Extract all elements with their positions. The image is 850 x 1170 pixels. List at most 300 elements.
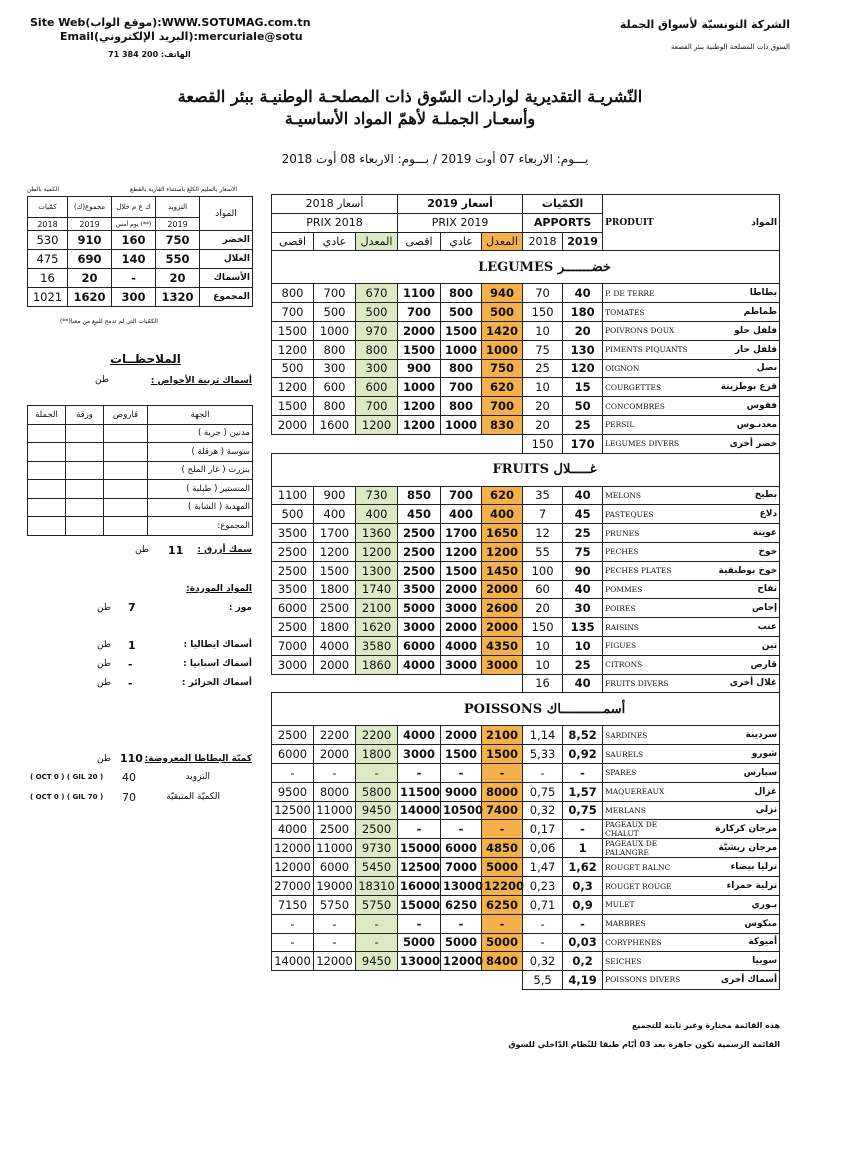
qty-2019: 30: [563, 599, 603, 618]
price-2018-avg: 9450: [356, 952, 398, 971]
product-name-fr: MARBRES: [603, 914, 693, 933]
supply-code: ( OCT 0 ) ( GIL 20 ): [30, 773, 104, 781]
price-2019-max: -: [398, 820, 441, 839]
product-name-ar: فقوس: [693, 397, 780, 416]
header-aqsa-2018: اقصى: [272, 232, 314, 251]
table-row: [272, 580, 780, 599]
product-name-fr: FRUITS DIVERS: [603, 674, 693, 693]
table-row: [272, 303, 780, 322]
price-2018-avg: 1200: [356, 415, 398, 434]
fruits-divers-row: [272, 674, 780, 693]
price-2018-max: 1200: [272, 378, 314, 397]
qty-2019: -: [563, 820, 603, 839]
summary-qty-2018: 530: [28, 231, 68, 250]
summary-header-item: المواد: [200, 197, 253, 231]
price-2018-normal: 300: [314, 359, 356, 378]
qty-2019: 135: [563, 618, 603, 637]
price-2019-max: 1100: [398, 284, 441, 303]
origin-total: [28, 517, 66, 536]
table-row: [272, 895, 780, 914]
summary-sub-stock: يوم أمس (**): [112, 218, 156, 231]
price-2018-normal: 2500: [314, 599, 356, 618]
price-2018-max: 27000: [272, 877, 314, 896]
table-row: [272, 952, 780, 971]
banana-value: 7: [128, 601, 136, 614]
price-2018-avg: 5450: [356, 858, 398, 877]
qty-2018: 20: [523, 415, 563, 434]
price-2018-avg: 670: [356, 284, 398, 303]
price-2018-avg: 500: [356, 303, 398, 322]
qty-2018: -: [523, 763, 563, 782]
price-2019-max: 2500: [398, 542, 441, 561]
table-row: [272, 561, 780, 580]
summary-sub-2018: 2018: [28, 218, 68, 231]
price-2019-normal: 2000: [441, 618, 482, 637]
product-name-fr: MAQUEREAUX: [603, 782, 693, 801]
product-name-ar: مرجان كركارة: [693, 820, 780, 839]
title-line-1: النّشريـة التقديرية لواردات السّوق ذات المصلحـة الوطنيـة ببئر القصعة: [177, 87, 643, 106]
price-2019-normal: -: [441, 820, 482, 839]
summary-header-qty: كمّيات: [28, 197, 68, 218]
table-row: [272, 820, 780, 839]
summary-total-2019: 20: [68, 269, 112, 288]
header-aqsa-2019: اقصى: [398, 232, 441, 251]
price-2019-avg: 2600: [482, 599, 523, 618]
price-2019-normal: 2000: [441, 726, 482, 745]
price-2018-normal: 900: [314, 486, 356, 505]
potato-value: 110: [120, 752, 143, 765]
product-name-fr: POISSONS DIVERS: [603, 971, 693, 990]
price-2018-normal: 19000: [314, 877, 356, 896]
table-row: [272, 340, 780, 359]
product-name-fr: POIVRONS DOUX: [603, 321, 693, 340]
price-2019-avg: 8000: [482, 782, 523, 801]
italy-unit: طن: [97, 640, 112, 650]
price-2018-avg: -: [356, 933, 398, 952]
product-name-fr: PRUNES: [603, 524, 693, 543]
summary-total-2019: 1620: [68, 288, 112, 307]
price-2019-max: 2500: [398, 524, 441, 543]
summary-row: [28, 288, 253, 307]
price-2018-max: 3000: [272, 655, 314, 674]
price-2019-max: 3000: [398, 745, 441, 764]
price-2018-normal: 800: [314, 397, 356, 416]
price-2018-max: 9500: [272, 782, 314, 801]
qty-2019: 0,75: [563, 801, 603, 820]
section-fruits-label: FRUITS غـــــلال: [272, 453, 780, 486]
origin-region: بنزرت ( غار الملح ): [148, 461, 253, 480]
product-name-fr: PECHES: [603, 542, 693, 561]
product-name-fr: ROUGET ROUGE: [603, 877, 693, 896]
price-2019-avg: 3000: [482, 655, 523, 674]
prices-table: [271, 194, 780, 990]
qty-2018: 150: [523, 618, 563, 637]
summary-header-stock: ك غ م خلال: [112, 197, 156, 218]
origin-qarous: [104, 443, 148, 462]
price-2019-normal: 6250: [441, 895, 482, 914]
header-prix2019: PRIX 2019: [398, 213, 523, 232]
summary-total-2019: 690: [68, 250, 112, 269]
product-name-ar: دلاع: [693, 505, 780, 524]
origin-total: [28, 424, 66, 443]
price-2018-avg: 2500: [356, 820, 398, 839]
product-name-fr: PECHES PLATES: [603, 561, 693, 580]
price-2018-avg: 2200: [356, 726, 398, 745]
summary-item-name: المجموع: [200, 288, 253, 307]
product-name-ar: بطاطا: [693, 284, 780, 303]
price-2019-max: 1200: [398, 415, 441, 434]
origin-total: [28, 498, 66, 517]
document-title: [170, 86, 650, 130]
product-name-fr: TOMATES: [603, 303, 693, 322]
table-row: [272, 839, 780, 858]
header-adi-2018: عادي: [314, 232, 356, 251]
origin-total: [28, 443, 66, 462]
price-2018-avg: 5800: [356, 782, 398, 801]
product-name-fr: P. DE TERRE: [603, 284, 693, 303]
header-apports: APPORTS: [523, 213, 603, 232]
price-2018-avg: -: [356, 914, 398, 933]
price-2019-max: 700: [398, 303, 441, 322]
price-2019-avg: 400: [482, 505, 523, 524]
origin-waraqa: [66, 461, 104, 480]
price-2019-avg: -: [482, 820, 523, 839]
price-2019-max: 850: [398, 486, 441, 505]
price-2018-avg: 730: [356, 486, 398, 505]
price-2018-normal: 600: [314, 378, 356, 397]
price-2019-normal: 700: [441, 486, 482, 505]
summary-row: [28, 231, 253, 250]
price-2019-avg: 750: [482, 359, 523, 378]
origins-header-total: الجملة: [28, 406, 66, 425]
qty-2019: 45: [563, 505, 603, 524]
qty-2018: 0,32: [523, 952, 563, 971]
price-2019-avg: 620: [482, 486, 523, 505]
product-name-fr: ROUGET BALNC: [603, 858, 693, 877]
price-2018-normal: -: [314, 914, 356, 933]
price-2019-normal: 800: [441, 359, 482, 378]
origin-waraqa: [66, 498, 104, 517]
price-2019-normal: 1500: [441, 745, 482, 764]
qty-2019: 180: [563, 303, 603, 322]
table-row: [272, 801, 780, 820]
origin-qarous: [104, 517, 148, 536]
spain-label: أسماك اسبانيا :: [183, 659, 252, 669]
price-2018-normal: 700: [314, 284, 356, 303]
table-row: [272, 542, 780, 561]
summary-item-name: الخضر: [200, 231, 253, 250]
price-2019-normal: 1000: [441, 415, 482, 434]
company-name: الشركة التونسيّة لأسواق الجملة: [619, 18, 790, 31]
origin-waraqa: [66, 517, 104, 536]
price-2019-max: 4000: [398, 655, 441, 674]
price-2019-avg: 2000: [482, 580, 523, 599]
summary-qty-2018: 475: [28, 250, 68, 269]
section-poissons-label: POISSONS أسمـــــــــــاك: [272, 693, 780, 726]
product-name-fr: PAGEAUX DE PALANGRE: [603, 839, 693, 858]
product-name-ar: عوينة: [693, 524, 780, 543]
date-line: يـــوم: الاربعاء 07 أوت 2019 / بـــوم: الاربعاء 08 أوت 2018: [281, 152, 589, 166]
remain-label: الكميّة المتبقيّة: [166, 792, 220, 802]
price-2019-normal: 5000: [441, 933, 482, 952]
remain-value: 70: [122, 791, 136, 804]
product-name-fr: PASTEQUES: [603, 505, 693, 524]
product-name-fr: PERSIL: [603, 415, 693, 434]
price-2018-max: 2500: [272, 542, 314, 561]
price-2018-max: 500: [272, 505, 314, 524]
summary-qty-2018: 1021: [28, 288, 68, 307]
qty-2018: 70: [523, 284, 563, 303]
qty-2019: 40: [563, 580, 603, 599]
price-2018-max: 2500: [272, 561, 314, 580]
price-2019-max: 15000: [398, 895, 441, 914]
origins-header-waraqa: ورقة: [66, 406, 104, 425]
price-2019-normal: 13000: [441, 877, 482, 896]
summary-qty-2018: 16: [28, 269, 68, 288]
table-row: [272, 726, 780, 745]
remain-code: ( OCT 0 ) ( GIL 70 ): [30, 793, 104, 801]
table-row: [272, 655, 780, 674]
summary-header-total: مجموع(ك): [68, 197, 112, 218]
product-name-ar: طماطم: [693, 303, 780, 322]
price-2019-normal: 800: [441, 397, 482, 416]
price-2018-normal: -: [314, 763, 356, 782]
table-row: [272, 877, 780, 896]
price-2019-avg: 1000: [482, 340, 523, 359]
product-name-ar: شورو: [693, 745, 780, 764]
qty-2019: -: [563, 763, 603, 782]
algeria-label: أسماك الجزائر :: [181, 678, 252, 688]
price-2018-avg: 1360: [356, 524, 398, 543]
product-name-ar: بـوري: [693, 895, 780, 914]
product-name-ar: خوخ بوطبقية: [693, 561, 780, 580]
price-2018-max: 7150: [272, 895, 314, 914]
price-2018-normal: 12000: [314, 952, 356, 971]
origin-row: [28, 480, 253, 499]
phone-text: الهاتف: 200 384 71: [108, 50, 191, 59]
product-name-ar: خضر أخرى: [693, 434, 780, 453]
qty-2019: 8,52: [563, 726, 603, 745]
qty-2018: 0,17: [523, 820, 563, 839]
price-2019-normal: 12000: [441, 952, 482, 971]
header-adi-2019: عادي: [441, 232, 482, 251]
section-legumes: [272, 251, 780, 284]
qty-2019: 130: [563, 340, 603, 359]
algeria-value: -: [128, 677, 133, 690]
qty-2019: 1: [563, 839, 603, 858]
price-2019-normal: 2000: [441, 580, 482, 599]
table-row: [272, 763, 780, 782]
summary-stock: 300: [112, 288, 156, 307]
summary-sub-2019b: 2019: [156, 218, 200, 231]
product-name-ar: نزلي: [693, 801, 780, 820]
price-2019-normal: 1200: [441, 542, 482, 561]
price-2018-max: 14000: [272, 952, 314, 971]
product-name-ar: بصل: [693, 359, 780, 378]
qty-2019: 40: [563, 674, 603, 693]
price-2019-max: 5000: [398, 599, 441, 618]
summary-supply-2019: 1320: [156, 288, 200, 307]
qty-2019: 0,03: [563, 933, 603, 952]
price-2019-avg: 700: [482, 397, 523, 416]
origin-region: المهدية ( الشابة ): [148, 498, 253, 517]
price-2019-normal: 500: [441, 303, 482, 322]
qty-2018: 0,32: [523, 801, 563, 820]
summary-row: [28, 250, 253, 269]
blank-prices: [272, 971, 523, 990]
qty-2019: 50: [563, 397, 603, 416]
price-2019-avg: 1650: [482, 524, 523, 543]
origin-row: [28, 517, 253, 536]
summary-supply-2019: 550: [156, 250, 200, 269]
header-qty-ar: الكمّيات: [523, 195, 603, 214]
product-name-ar: ترلية حمراء: [693, 877, 780, 896]
price-2019-avg: 1450: [482, 561, 523, 580]
qty-2018: 12: [523, 524, 563, 543]
product-name-fr: SEICHES: [603, 952, 693, 971]
price-2019-avg: -: [482, 763, 523, 782]
price-2019-normal: 7000: [441, 858, 482, 877]
qty-2019: 0,9: [563, 895, 603, 914]
price-2019-max: 3000: [398, 618, 441, 637]
price-2019-max: 2000: [398, 321, 441, 340]
price-2019-max: 900: [398, 359, 441, 378]
price-2019-max: 1200: [398, 397, 441, 416]
qty-2018: 60: [523, 580, 563, 599]
price-2019-avg: 620: [482, 378, 523, 397]
email-text[interactable]: Email(البريد الإلكتروني):mercuriale@sotu: [60, 30, 303, 43]
price-2019-normal: 1000: [441, 340, 482, 359]
summary-stock: 160: [112, 231, 156, 250]
product-name-fr: MELONS: [603, 486, 693, 505]
product-name-ar: إجاص: [693, 599, 780, 618]
product-name-fr: FIGUES: [603, 636, 693, 655]
price-2018-normal: 1600: [314, 415, 356, 434]
price-2019-avg: 500: [482, 303, 523, 322]
origin-region: المنستير ( طبلبة ): [148, 480, 253, 499]
summary-item-name: الأسماك: [200, 269, 253, 288]
italy-label: أسماك ايطاليا :: [183, 640, 252, 650]
section-legumes-label: LEGUMES خضـــــــر: [272, 251, 780, 284]
price-2018-max: 1200: [272, 340, 314, 359]
product-name-ar: تفاح: [693, 580, 780, 599]
price-2018-avg: 600: [356, 378, 398, 397]
table-row: [272, 359, 780, 378]
origin-region: المجموع:: [148, 517, 253, 536]
summary-footnote: الكمّيات التي لم تدمج للبيع من معنا(**): [60, 318, 158, 325]
price-2019-normal: 3000: [441, 599, 482, 618]
price-2019-max: 13000: [398, 952, 441, 971]
price-2018-avg: 800: [356, 340, 398, 359]
qty-2018: 10: [523, 655, 563, 674]
price-2018-avg: 2100: [356, 599, 398, 618]
supply-value: 40: [122, 771, 136, 784]
header-prix2018-ar: أسعار 2018: [272, 195, 398, 214]
price-2019-normal: 9000: [441, 782, 482, 801]
price-2018-max: 500: [272, 359, 314, 378]
price-2018-max: 3500: [272, 580, 314, 599]
origin-total: [28, 480, 66, 499]
header-prix2018: PRIX 2018: [272, 213, 398, 232]
price-2018-max: 2000: [272, 415, 314, 434]
price-2019-avg: 2000: [482, 618, 523, 637]
table-row: [272, 378, 780, 397]
price-2019-max: 16000: [398, 877, 441, 896]
product-name-ar: سبارس: [693, 763, 780, 782]
qty-2019: 15: [563, 378, 603, 397]
price-2019-avg: 4850: [482, 839, 523, 858]
product-name-ar: قرع بوطزينة: [693, 378, 780, 397]
qty-2018: 55: [523, 542, 563, 561]
summary-stock: -: [112, 269, 156, 288]
summary-header-supply: التزويد: [156, 197, 200, 218]
table-row: [272, 505, 780, 524]
price-2019-avg: 940: [482, 284, 523, 303]
qty-2018: 0,75: [523, 782, 563, 801]
price-2019-normal: 1700: [441, 524, 482, 543]
spain-value: -: [128, 658, 133, 671]
table-row: [272, 745, 780, 764]
product-name-ar: قارص: [693, 655, 780, 674]
qty-2019: 25: [563, 524, 603, 543]
price-2019-avg: 12200: [482, 877, 523, 896]
table-row: [272, 599, 780, 618]
price-2019-max: 450: [398, 505, 441, 524]
qty-2019: 1,62: [563, 858, 603, 877]
price-2019-normal: -: [441, 763, 482, 782]
summary-total-2019: 910: [68, 231, 112, 250]
origin-qarous: [104, 461, 148, 480]
price-2018-normal: 4000: [314, 636, 356, 655]
price-2019-max: 12500: [398, 858, 441, 877]
price-2019-normal: 10500: [441, 801, 482, 820]
origin-waraqa: [66, 443, 104, 462]
price-2018-avg: -: [356, 763, 398, 782]
price-2019-avg: 1200: [482, 542, 523, 561]
table-row: [272, 397, 780, 416]
product-name-fr: POMMES: [603, 580, 693, 599]
price-2018-max: 4000: [272, 820, 314, 839]
website-text[interactable]: Site Web(موقع الواب):WWW.SOTUMAG.com.tn: [30, 16, 311, 29]
origin-total: [28, 461, 66, 480]
qty-2018: 25: [523, 359, 563, 378]
header-prix2019-ar: أسعار 2019: [398, 195, 523, 214]
banana-label: موز :: [228, 603, 252, 613]
price-2018-normal: 1200: [314, 542, 356, 561]
product-name-ar: غزال: [693, 782, 780, 801]
poissons-divers-row: [272, 971, 780, 990]
table-row: [272, 284, 780, 303]
blank-prices: [272, 674, 523, 693]
price-2019-normal: -: [441, 914, 482, 933]
product-name-ar: عنب: [693, 618, 780, 637]
table-row: [272, 524, 780, 543]
price-2019-normal: 4000: [441, 636, 482, 655]
price-2018-avg: 300: [356, 359, 398, 378]
table-row: [272, 858, 780, 877]
contact-block: [30, 16, 311, 62]
product-name-fr: LEGUMES DIVERS: [603, 434, 693, 453]
price-2018-avg: 3580: [356, 636, 398, 655]
product-name-ar: معدنـوس: [693, 415, 780, 434]
table-row: [272, 415, 780, 434]
qty-2019: 0,92: [563, 745, 603, 764]
qty-2018: 10: [523, 378, 563, 397]
product-name-ar: أميوكة: [693, 933, 780, 952]
footer-note-2: القائمة الرسمية تكون جاهزة بعد 03 أيّام طبقا للنّظام الدّاخلي للسوق: [508, 1040, 780, 1049]
price-2018-avg: 1620: [356, 618, 398, 637]
blue-fish-label: سمك أزرق :: [197, 545, 252, 555]
